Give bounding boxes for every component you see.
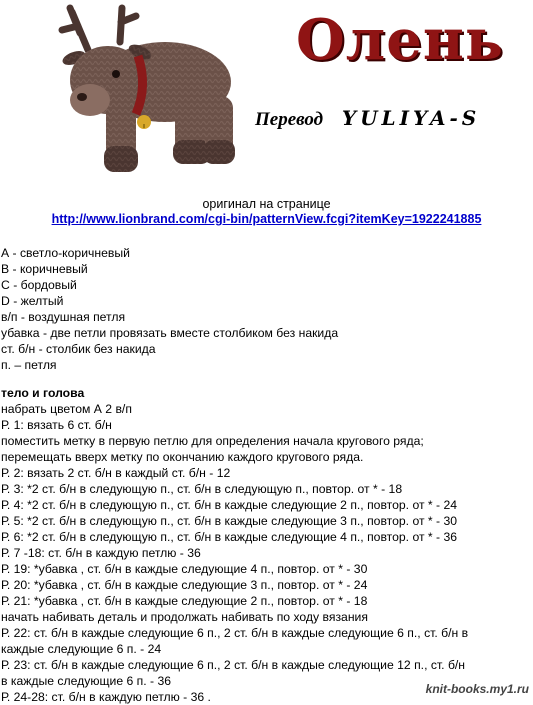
instruction-line: Р. 21: *убавка , ст. б/н в каждые следующие 2 п., повтор. от * - 18 (1, 594, 368, 608)
legend-item: ст. б/н - столбик без накида (1, 342, 156, 356)
instruction-line: Р. 20: *убавка , ст. б/н в каждые следующие 3 п., повтор. от * - 24 (1, 578, 368, 592)
instruction-line: набрать цветом А 2 в/п (1, 402, 132, 416)
instruction-line: перемещать вверх метку по окончанию каждого кругового ряда. (1, 450, 364, 464)
translation-label: Перевод (255, 109, 324, 130)
instruction-line: Р. 6: *2 ст. б/н в следующую п., ст. б/н в каждые следующие 4 п., повтор. от * - 36 (1, 530, 458, 544)
reindeer-toy-photo (40, 0, 245, 190)
legend-item: в/п - воздушная петля (1, 310, 126, 324)
instruction-line: Р. 7 -18: ст. б/н в каждую петлю - 36 (1, 546, 201, 560)
section-heading: тело и голова (1, 386, 85, 400)
instruction-line: каждые следующие 6 п. - 24 (1, 642, 162, 656)
instruction-line: Р. 19: *убавка , ст. б/н в каждые следующие 4 п., повтор. от * - 30 (1, 562, 368, 576)
legend-item: С - бордовый (1, 278, 77, 292)
site-watermark: knit-books.my1.ru (425, 682, 529, 696)
instruction-line: в каждые следующие 6 п. - 36 (1, 674, 172, 688)
instruction-line: Р. 22: ст. б/н в каждые следующие 6 п., 2 ст. б/н в каждые следующие 6 п., ст. б/н в (1, 626, 469, 640)
translator-name: YULIYA-S (341, 106, 481, 130)
instruction-line: Р. 5: *2 ст. б/н в следующую п., ст. б/н в каждые следующие 3 п., повтор. от * - 30 (1, 514, 458, 528)
legend-item: убавка - две петли провязать вместе столбиком без накида (1, 326, 339, 340)
page-title: Олень (296, 7, 504, 73)
legend-item: D - желтый (1, 294, 64, 308)
instruction-line: поместить метку в первую петлю для определения начала кругового ряда; (1, 434, 424, 448)
source-text: оригинал на странице (202, 197, 331, 211)
instruction-line: начать набивать деталь и продолжать набивать по ходу вязания (1, 610, 368, 624)
source-info (0, 197, 533, 227)
instruction-line: Р. 1: вязать 6 ст. б/н (1, 418, 112, 432)
legend-item: В - коричневый (1, 262, 88, 276)
body-head-instructions (1, 385, 531, 705)
legend-item: п. – петля (1, 358, 57, 372)
abbreviations-legend (1, 245, 531, 373)
instruction-line: Р. 4: *2 ст. б/н в следующую п., ст. б/н в каждые следующие 2 п., повтор. от * - 24 (1, 498, 458, 512)
instruction-line: Р. 2: вязать 2 ст. б/н в каждый ст. б/н - 12 (1, 466, 231, 480)
instruction-line: Р. 3: *2 ст. б/н в следующую п., ст. б/н в следующую п., повтор. от * - 18 (1, 482, 403, 496)
legend-item: А - светло-коричневый (1, 246, 130, 260)
translation-credit (255, 106, 480, 131)
instruction-line: Р. 24-28: ст. б/н в каждую петлю - 36 . (1, 690, 211, 704)
source-link[interactable]: http://www.lionbrand.com/cgi-bin/patternView.fcgi?itemKey=1922241885 (51, 212, 482, 226)
instruction-line: Р. 23: ст. б/н в каждые следующие 6 п., 2 ст. б/н в каждые следующие 12 п., ст. б/н (1, 658, 466, 672)
